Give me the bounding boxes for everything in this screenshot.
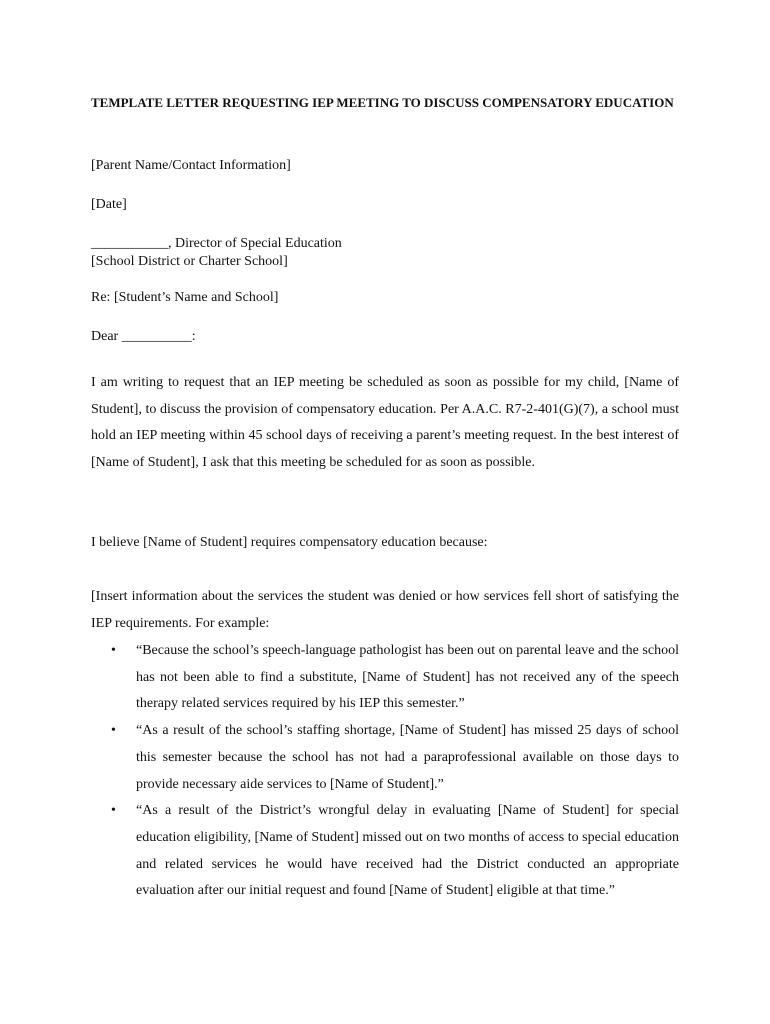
bullet-icon: • <box>111 803 116 819</box>
re-line: Re: [Student’s Name and School] <box>91 290 279 305</box>
list-item <box>91 798 679 905</box>
paragraph-belief: I believe [Name of Student] requires compensatory education because: <box>91 535 488 550</box>
paragraph-insert-info: [Insert information about the services the student was denied or how services fell short of satisfying the IEP requirements. For example: <box>91 589 679 631</box>
date-line: [Date] <box>91 197 127 212</box>
bullet-text: “Because the school’s speech-language pathologist has been out on parental leave and the school has not been able to find a substitute, [Name of Student] has not received any of the speech therapy related services required by his IEP this semester.” <box>136 643 679 712</box>
list-item <box>91 638 679 718</box>
bullet-text: “As a result of the school’s staffing shortage, [Name of Student] has missed 25 days of school this semester because the school has not had a paraprofessional available on those days to provide necessary aide services to [Name of Student].” <box>136 723 679 792</box>
document-title: TEMPLATE LETTER REQUESTING IEP MEETING TO DISCUSS COMPENSATORY EDUCATION <box>91 95 674 110</box>
paragraph-request: I am writing to request that an IEP meeting be scheduled as soon as possible for my child, [Name of Student], to discuss the provision of compensatory education. Per A.A.C. R7-2-401(G)(7), a school must hold an IEP meeting within 45 school days of receiving a parent’s meeting request. In the best interest of [Name of Student], I ask that this meeting be scheduled for as soon as possible. <box>91 375 679 471</box>
salutation: Dear __________: <box>91 329 196 344</box>
example-bullet-list <box>91 638 679 905</box>
bullet-icon: • <box>111 723 116 739</box>
parent-contact-line: [Parent Name/Contact Information] <box>91 158 291 173</box>
list-item <box>91 718 679 798</box>
recipient-line-1: ___________, Director of Special Education <box>91 236 342 251</box>
recipient-line-2: [School District or Charter School] <box>91 254 288 269</box>
bullet-text: “As a result of the District’s wrongful delay in evaluating [Name of Student] for special education eligibility, [Name of Student] missed out on two months of access to special education and related services he would have received had the District conducted an appropriate evaluation after our initial request and found [Name of Student] eligible at that time.” <box>136 803 679 899</box>
bullet-icon: • <box>111 643 116 658</box>
